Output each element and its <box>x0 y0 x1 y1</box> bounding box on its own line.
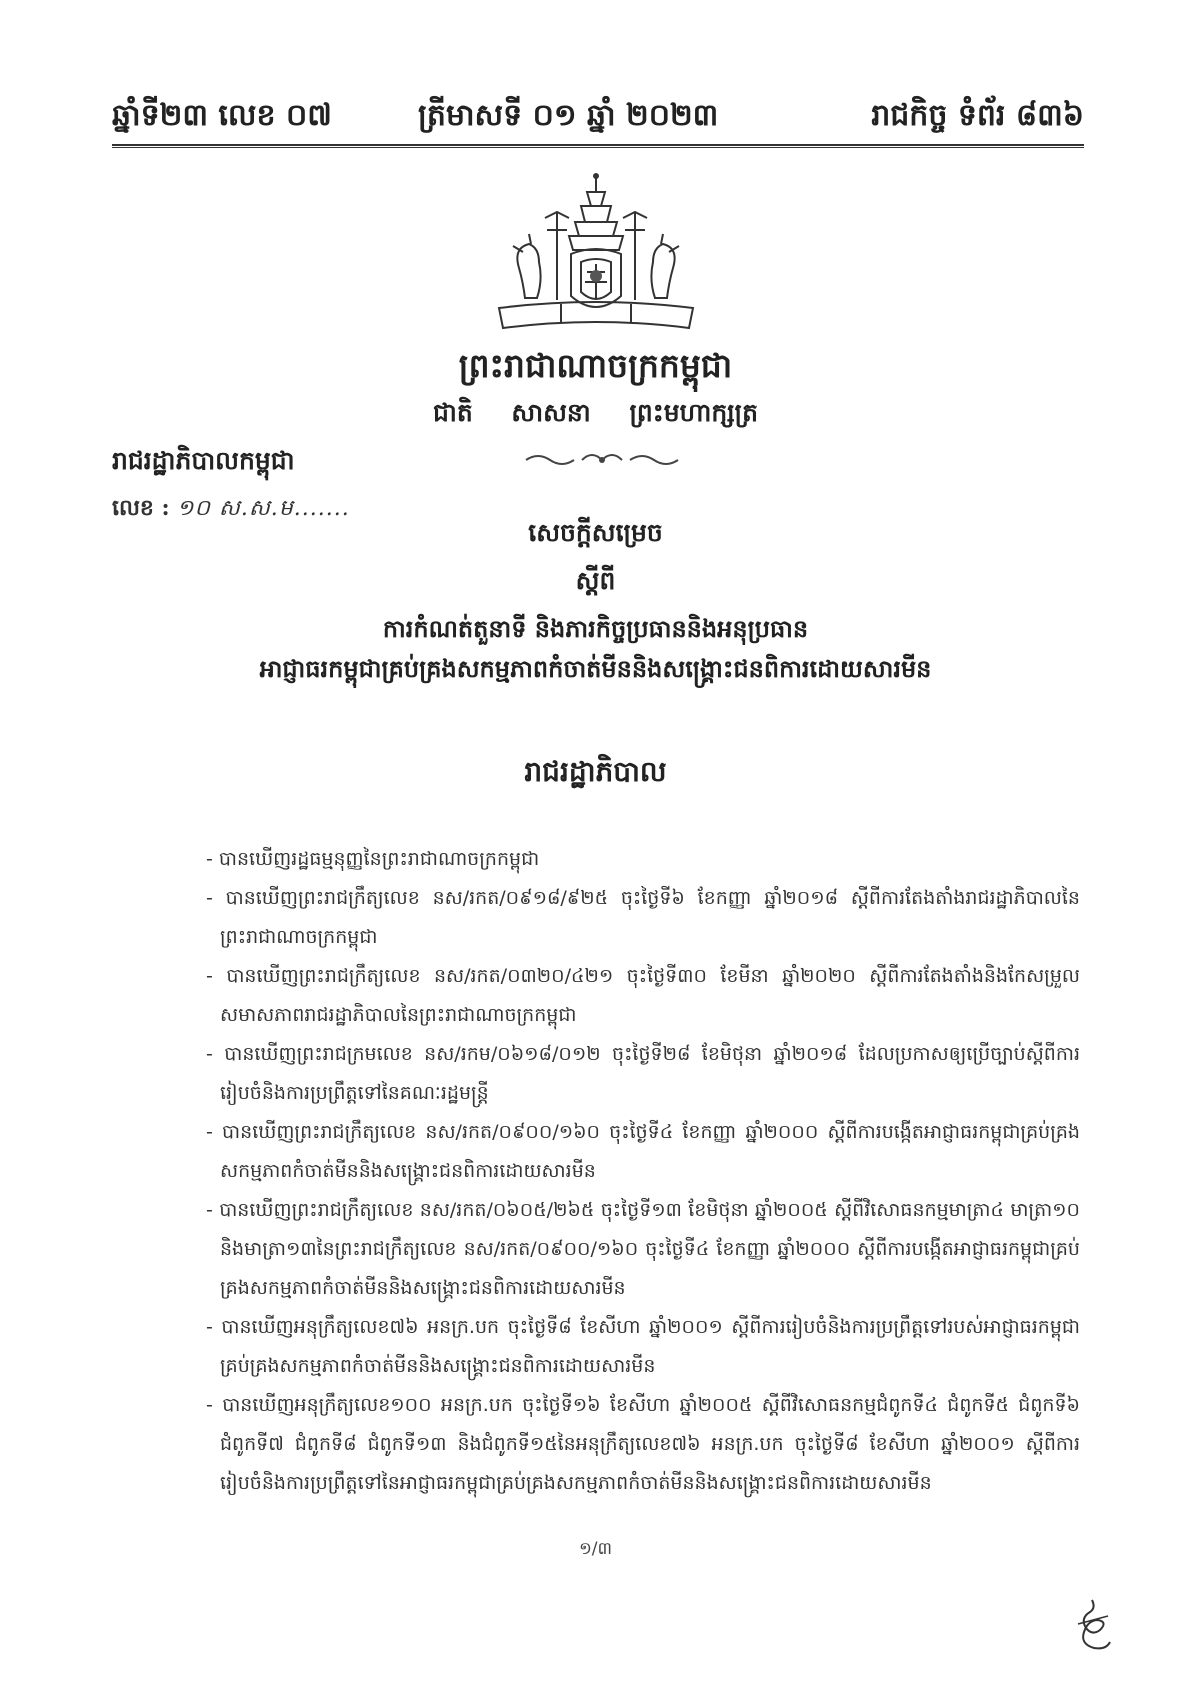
reference-item: - បានឃើញព្រះរាជក្រឹត្យលេខ នស/រកត/០៩១៨/៩២៥ ចុះថ្ងៃទី៦ ខែកញ្ញា ឆ្នាំ២០១៨ ស្តីពីការតែងតាំងរាជរដ្ឋាភិបាលនៃព្រះរាជាណាចក្រកម្ពុជា <box>220 879 1080 957</box>
reference-item: - បានឃើញព្រះរាជក្រមលេខ នស/រកម/០៦១៨/០១២ ចុះថ្ងៃទី២៨ ខែមិថុនា ឆ្នាំ២០១៨ ដែលប្រកាសឲ្យប្រើច្បាប់ស្តីពីការរៀបចំនិងការប្រព្រឹត្តទៅនៃគណៈរដ្ឋមន្ត្រី <box>220 1035 1080 1113</box>
document-number-value: ១០ ស.ស.ម....... <box>176 496 350 521</box>
about-label: ស្តីពី <box>575 566 616 595</box>
header-quarter: ត្រីមាសទី ០១ ឆ្នាំ ២០២៣ <box>418 98 719 133</box>
section-heading: រាជរដ្ឋាភិបាល <box>524 755 667 788</box>
reference-item: - បានឃើញអនុក្រឹត្យលេខ៧៦ អនក្រ.បក ចុះថ្ងៃទី៨ ខែសីហា ឆ្នាំ២០០១ ស្តីពីការរៀបចំនិងការប្រព្រឹត្តទៅរបស់អាជ្ញាធរកម្ពុជាគ្រប់គ្រងសកម្មភាពកំចាត់មីននិងសង្គ្រោះជនពិការដោយសារមីន <box>220 1308 1080 1386</box>
ornament-divider-icon <box>522 450 682 468</box>
decision-title: សេចក្តីសម្រេច <box>528 518 663 547</box>
document-number-label: លេខ : <box>112 495 170 521</box>
header-divider <box>112 144 1084 148</box>
gazette-header <box>112 84 1084 146</box>
reference-item: - បានឃើញព្រះរាជក្រឹត្យលេខ នស/រកត/០៦០៥/២៦៥ ចុះថ្ងៃទី១៣ ខែមិថុនា ឆ្នាំ២០០៥ ស្តីពីវិសោធនកម្មមាត្រា៤ មាត្រា១០ និងមាត្រា១៣នៃព្រះរាជក្រឹត្យលេខ នស/រកត/០៩០០/១៦០ ចុះថ្ងៃទី៤ ខែកញ្ញា ឆ្នាំ២០០០ ស្តីពីការបង្កើតអាជ្ញាធរកម្ពុជាគ្រប់គ្រងសកម្មភាពកំចាត់មីននិងសង្គ្រោះជនពិការដោយសារមីន <box>220 1191 1080 1308</box>
kingdom-name: ព្រះរាជាណាចក្រកម្ពុជា <box>458 346 733 385</box>
national-motto: ជាតិ សាសនា ព្រះមហាក្សត្រ <box>433 398 758 427</box>
page-number: ១/៣ <box>578 1539 613 1559</box>
reference-item: - បានឃើញរដ្ឋធម្មនុញ្ញនៃព្រះរាជាណាចក្រកម្ពុជា <box>220 840 1080 879</box>
royal-coat-of-arms-icon <box>483 172 709 344</box>
references-list <box>220 840 1080 1503</box>
reference-item: - បានឃើញព្រះរាជក្រឹត្យលេខ នស/រកត/០៣២០/៤២១ ចុះថ្ងៃទី៣០ ខែមីនា ឆ្នាំ២០២០ ស្តីពីការតែងតាំងនិងកែសម្រួលសមាសភាពរាជរដ្ឋាភិបាលនៃព្រះរាជាណាចក្រកម្ពុជា <box>220 957 1080 1035</box>
reference-item: - បានឃើញព្រះរាជក្រឹត្យលេខ នស/រកត/០៩០០/១៦០ ចុះថ្ងៃទី៤ ខែកញ្ញា ឆ្នាំ២០០០ ស្តីពីការបង្កើតអាជ្ញាធរកម្ពុជាគ្រប់គ្រងសកម្មភាពកំចាត់មីននិងសង្គ្រោះជនពិការដោយសារមីន <box>220 1113 1080 1191</box>
subject-line-1: ការកំណត់តួនាទី និងភារកិច្ចប្រធាននិងអនុប្រធាន <box>382 614 809 643</box>
reference-item: - បានឃើញអនុក្រឹត្យលេខ១០០ អនក្រ.បក ចុះថ្ងៃទី១៦ ខែសីហា ឆ្នាំ២០០៥ ស្តីពីវិសោធនកម្មជំពូកទី៤ ជំពូកទី៥ ជំពូកទី៦ ជំពូកទី៧ ជំពូកទី៨ ជំពូកទី១៣ និងជំពូកទី១៥នៃអនុក្រឹត្យលេខ៧៦ អនក្រ.បក ចុះថ្ងៃទី៨ ខែសីហា ឆ្នាំ២០០១ ស្តីពីការរៀបចំនិងការប្រព្រឹត្តទៅនៃអាជ្ញាធរកម្ពុជាគ្រប់គ្រងសកម្មភាពកំចាត់មីននិងសង្គ្រោះជនពិការដោយសារមីន <box>220 1386 1080 1503</box>
subject-line-2: អាជ្ញាធរកម្ពុជាគ្រប់គ្រងសកម្មភាពកំចាត់មីននិងសង្គ្រោះជនពិការដោយសារមីន <box>259 654 932 683</box>
issuer-name: រាជរដ្ឋាភិបាលកម្ពុជា <box>112 446 295 475</box>
header-year-issue: ឆ្នាំទី២៣ លេខ ០៧ <box>112 98 332 133</box>
header-page: រាជកិច្ច ទំព័រ ៨៣៦ <box>871 98 1084 133</box>
handwritten-initial-icon <box>1070 1598 1114 1654</box>
